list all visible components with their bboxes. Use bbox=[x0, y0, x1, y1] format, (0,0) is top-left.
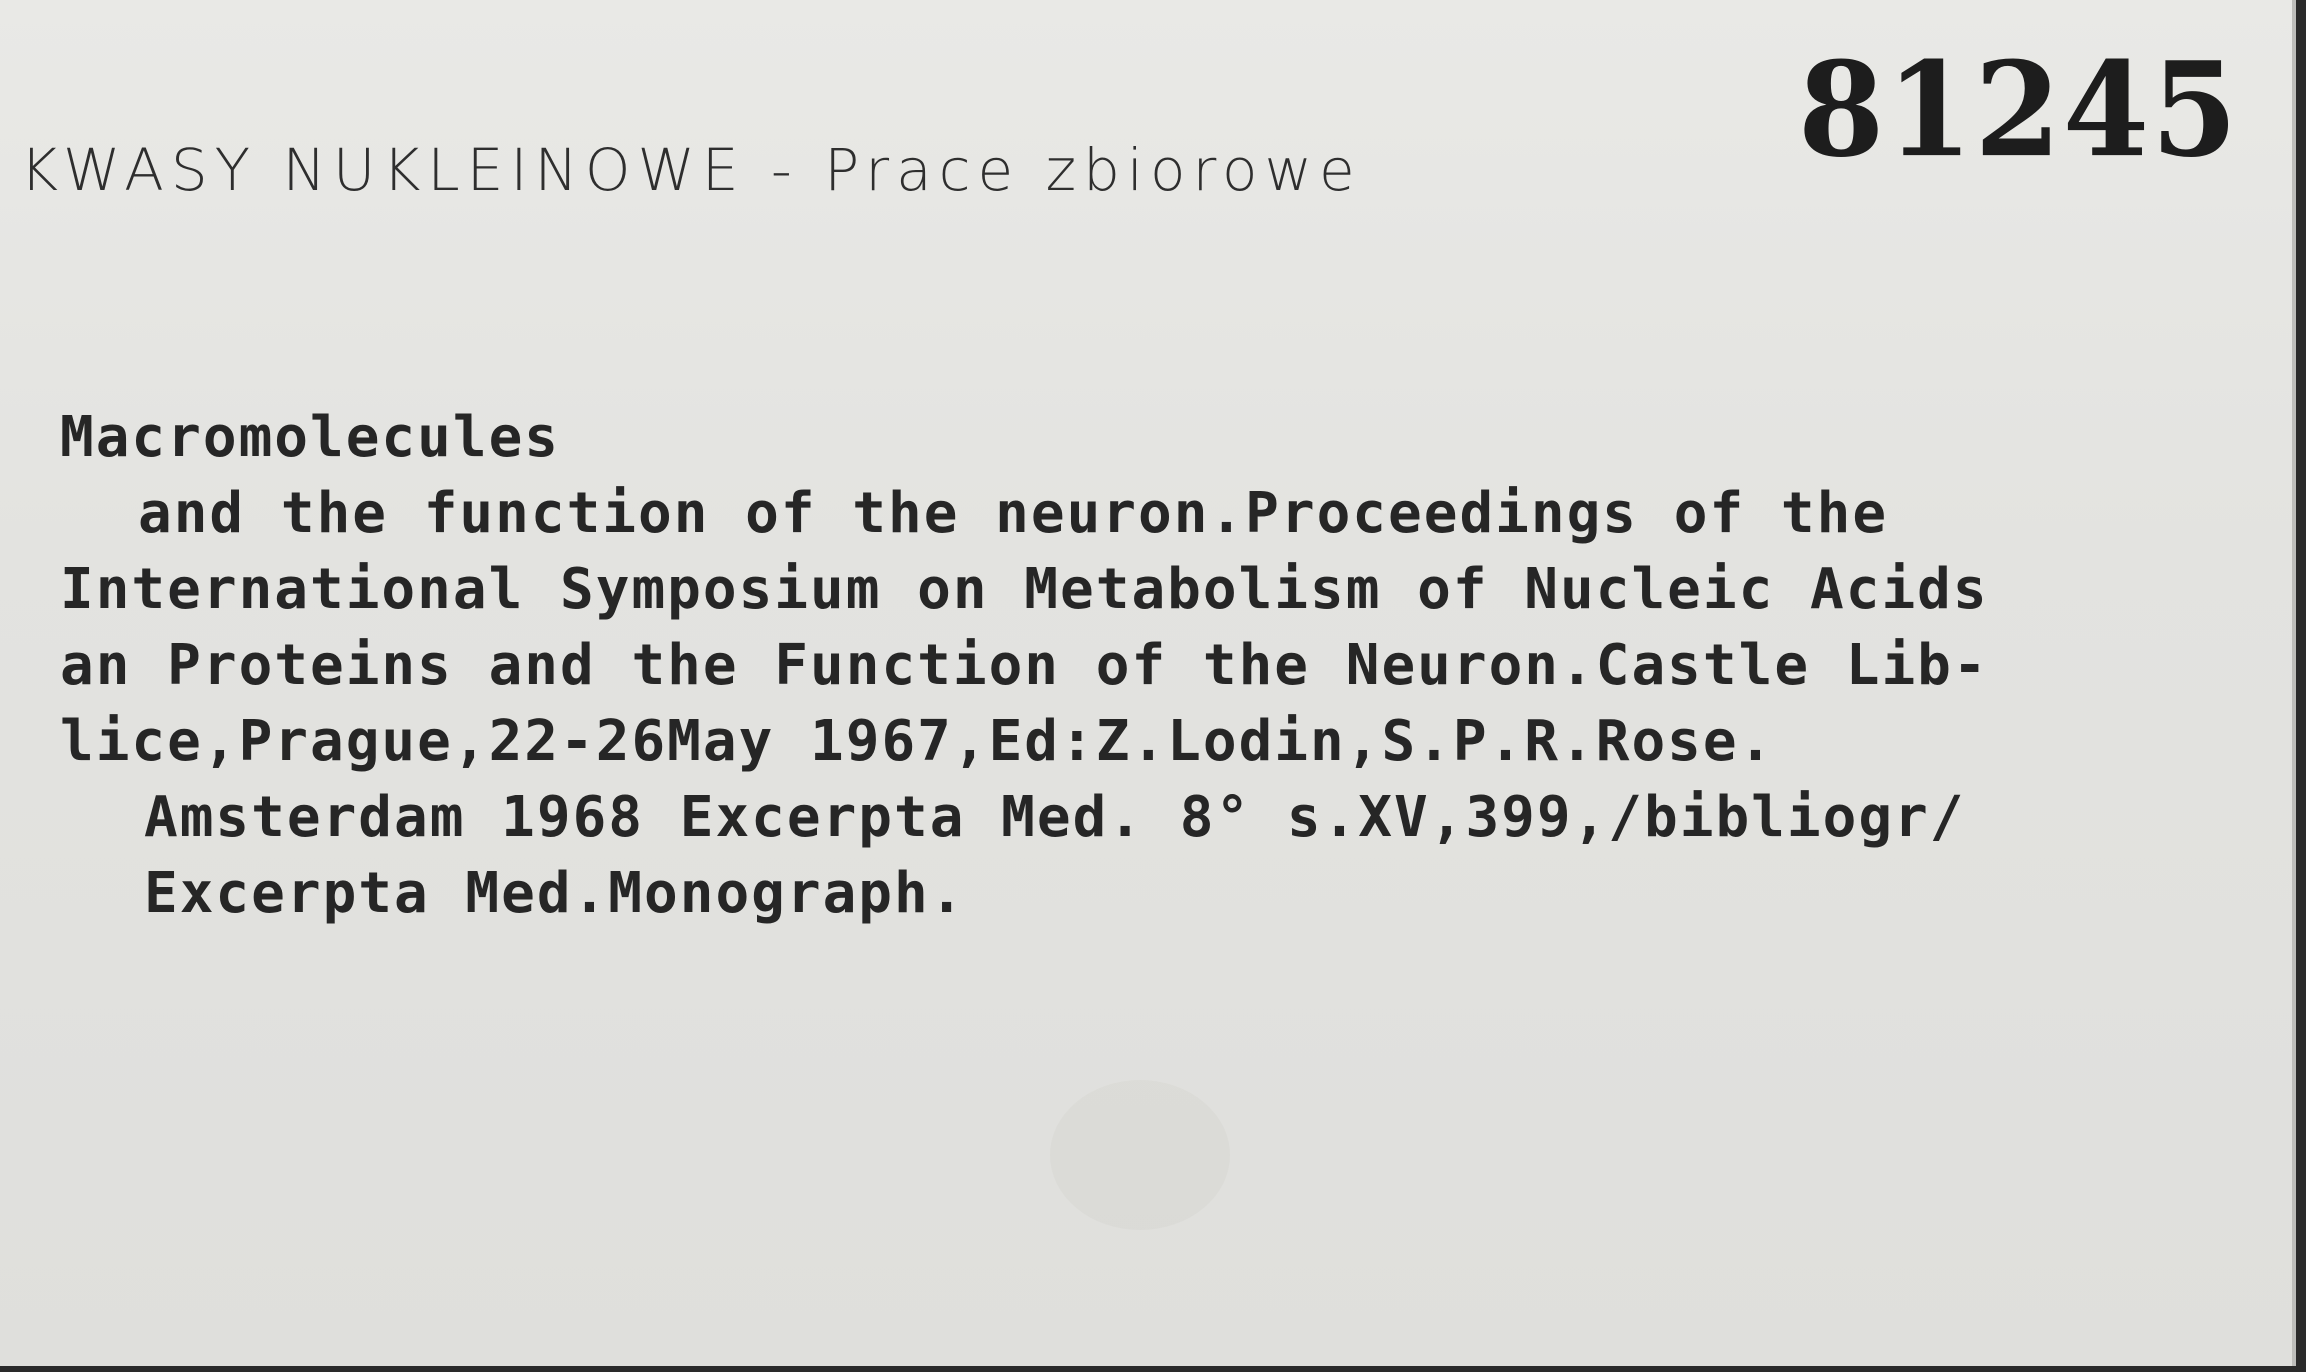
catalog-number: 81245 bbox=[1798, 34, 2240, 187]
imprint-line: Amsterdam 1968 Excerpta Med. 8° s.XV,399,/bibliogr/ bbox=[144, 785, 1966, 850]
paper-stain bbox=[1050, 1080, 1230, 1230]
entry-line: International Symposium on Metabolism of Nucleic Acids bbox=[60, 557, 1989, 622]
subject-heading: KWASY NUKLEINOWE - Prace zbiorowe bbox=[20, 136, 1362, 204]
bibliographic-entry bbox=[60, 400, 2285, 932]
entry-line: lice,Prague,22-26May 1967,Ed:Z.Lodin,S.P.R.Rose. bbox=[60, 709, 1775, 774]
entry-line: and the function of the neuron.Proceedings of the bbox=[138, 481, 1889, 546]
entry-title: Macromolecules bbox=[60, 405, 561, 470]
series-line: Excerpta Med.Monograph. bbox=[144, 861, 966, 926]
entry-line: an Proteins and the Function of the Neuron.Castle Lib- bbox=[60, 633, 1989, 698]
